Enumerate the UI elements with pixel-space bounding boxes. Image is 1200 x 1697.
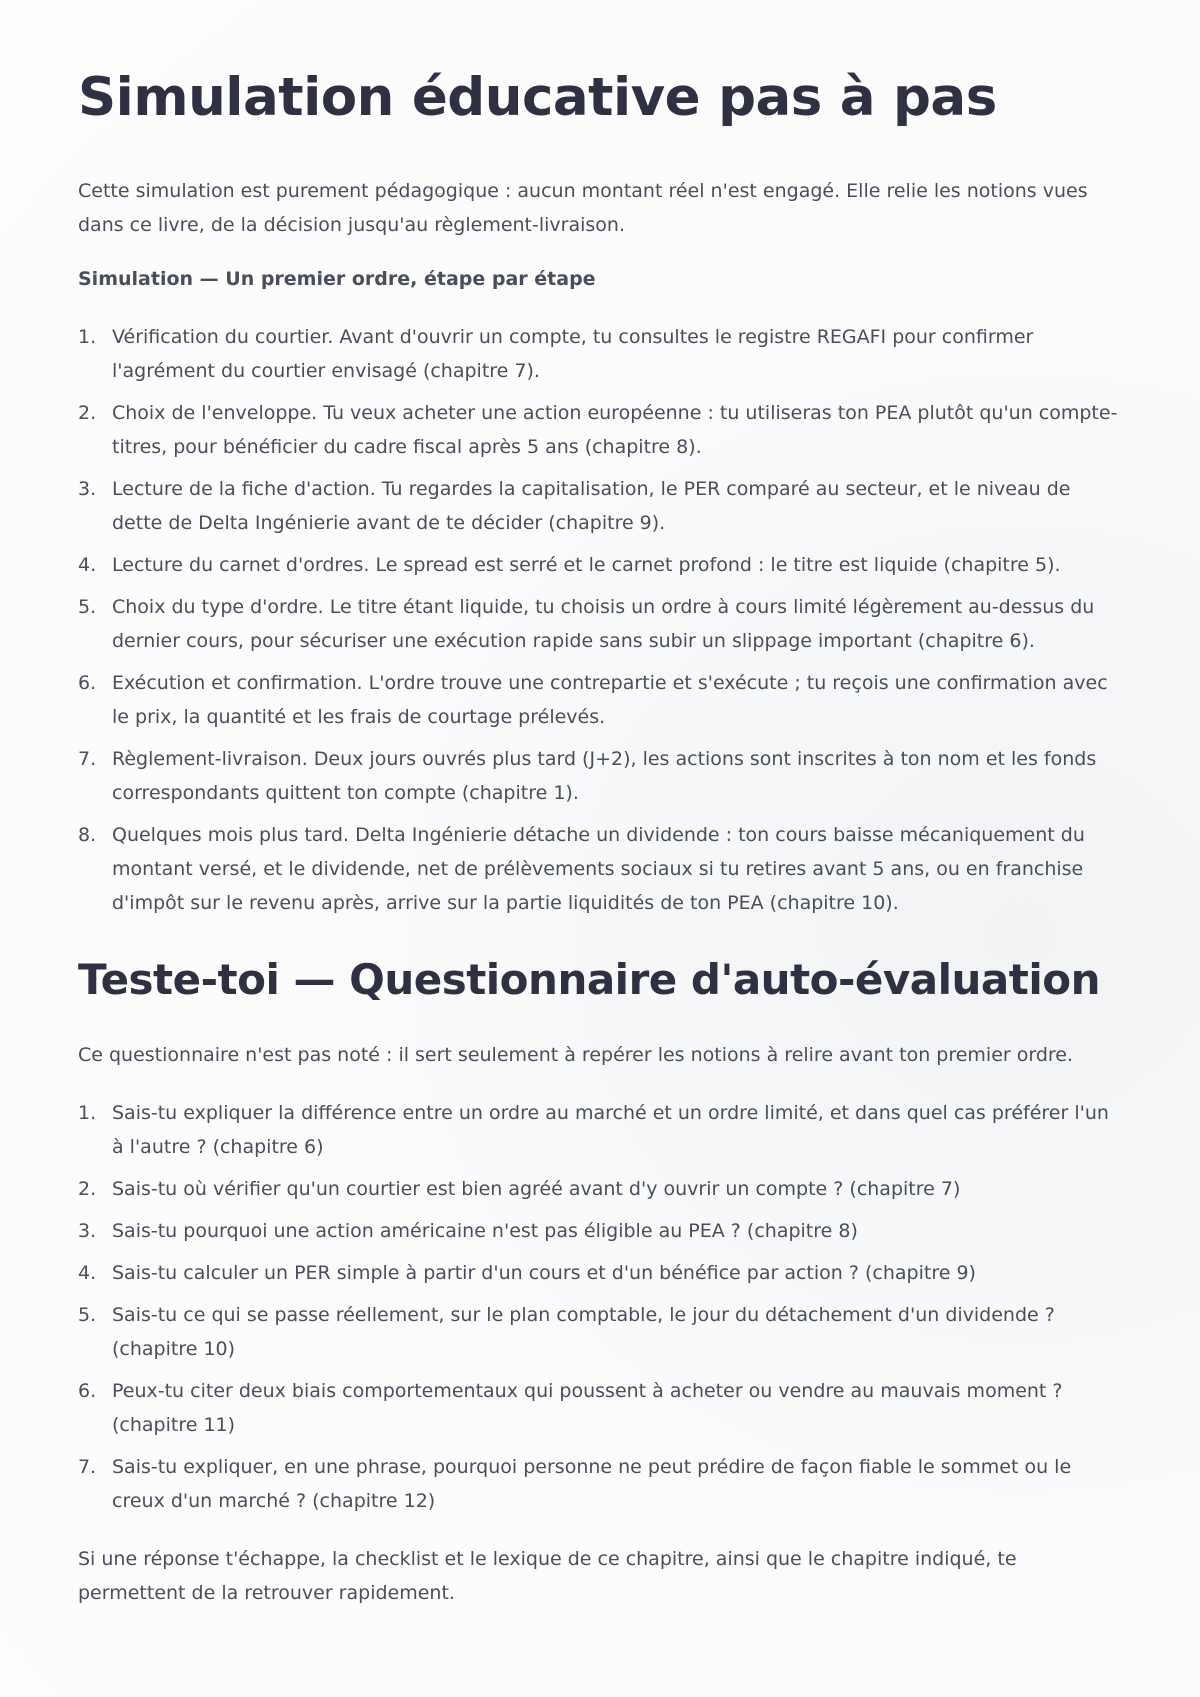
list-item-number: 3.	[78, 478, 97, 500]
list-item-text: Sais-tu expliquer la différence entre un ordre au marché et un ordre limité, et dans quel cas préférer l'un à l'autre ? (chapitre 6)	[112, 1102, 1109, 1158]
list-item-text: Choix de l'enveloppe. Tu veux acheter une action européenne : tu utiliseras ton PEA plutôt qu'un compte-titres, pour bénéficier du cadre fiscal après 5 ans (chapitre 8).	[112, 402, 1118, 458]
list-item	[78, 1450, 1122, 1518]
list-item-number: 7.	[78, 748, 97, 770]
list-item-number: 3.	[78, 1220, 97, 1242]
list-item	[78, 590, 1122, 658]
closing-paragraph: Si une réponse t'échappe, la checklist et le lexique de ce chapitre, ainsi que le chapitre indiqué, te permettent de la retrouver rapidement.	[78, 1548, 1017, 1604]
list-item-number: 1.	[78, 326, 97, 348]
list-item-number: 2.	[78, 1178, 97, 1200]
list-item	[78, 1256, 1122, 1290]
list-item	[78, 396, 1122, 464]
list-item	[78, 742, 1122, 810]
list-item-text: Exécution et confirmation. L'ordre trouve une contrepartie et s'exécute ; tu reçois une confirmation avec le prix, la quantité et les frais de courtage prélevés.	[112, 672, 1108, 728]
list-item-text: Lecture du carnet d'ordres. Le spread est serré et le carnet profond : le titre est liquide (chapitre 5).	[112, 554, 1061, 576]
list-item	[78, 1172, 1122, 1206]
list-item	[78, 1096, 1122, 1164]
intro-paragraph: Cette simulation est purement pédagogique : aucun montant réel n'est engagé. Elle relie les notions vues dans ce livre, de la décision jusqu'au règlement-livraison.	[78, 180, 1088, 236]
list-item-text: Sais-tu pourquoi une action américaine n'est pas éligible au PEA ? (chapitre 8)	[112, 1220, 858, 1242]
list-item	[78, 666, 1122, 734]
quiz-intro-paragraph: Ce questionnaire n'est pas noté : il sert seulement à repérer les notions à relire avant ton premier ordre.	[78, 1044, 1074, 1066]
list-item	[78, 472, 1122, 540]
list-item-text: Choix du type d'ordre. Le titre étant liquide, tu choisis un ordre à cours limité légèrement au-dessus du dernier cours, pour sécuriser une exécution rapide sans subir un slippage important (chapitre 6).	[112, 596, 1095, 652]
list-item-number: 7.	[78, 1456, 97, 1478]
list-item-text: Sais-tu ce qui se passe réellement, sur le plan comptable, le jour du détachement d'un dividende ? (chapitre 10)	[112, 1304, 1055, 1360]
list-item-number: 6.	[78, 672, 97, 694]
list-item-text: Lecture de la fiche d'action. Tu regardes la capitalisation, le PER comparé au secteur, et le niveau de dette de Delta Ingénierie avant de te décider (chapitre 9).	[112, 478, 1071, 534]
list-item-number: 2.	[78, 402, 97, 424]
list-item	[78, 1214, 1122, 1248]
list-item-text: Vérification du courtier. Avant d'ouvrir un compte, tu consultes le registre REGAFI pour confirmer l'agrément du courtier envisagé (chapitre 7).	[112, 326, 1034, 382]
list-item-text: Peux-tu citer deux biais comportementaux qui poussent à acheter ou vendre au mauvais moment ? (chapitre 11)	[112, 1380, 1063, 1436]
list-item-text: Quelques mois plus tard. Delta Ingénierie détache un dividende : ton cours baisse mécaniquement du montant versé, et le dividende, net de prélèvements sociaux si tu retires avant 5 ans, ou en franchise d'impôt sur le revenu après, arrive sur la partie liquidités de ton PEA (chapitre 10).	[112, 824, 1085, 914]
list-item-text: Sais-tu expliquer, en une phrase, pourquoi personne ne peut prédire de façon fiable le sommet ou le creux d'un marché ? (chapitre 12)	[112, 1456, 1072, 1512]
list-item-text: Sais-tu où vérifier qu'un courtier est bien agréé avant d'y ouvrir un compte ? (chapitre 7)	[112, 1178, 961, 1200]
list-item-text: Sais-tu calculer un PER simple à partir d'un cours et d'un bénéfice par action ? (chapitre 9)	[112, 1262, 976, 1284]
list-item	[78, 1298, 1122, 1366]
questions-list	[78, 1096, 1122, 1518]
list-item	[78, 320, 1122, 388]
list-item-number: 6.	[78, 1380, 97, 1402]
list-item-number: 5.	[78, 1304, 97, 1326]
list-item-number: 5.	[78, 596, 97, 618]
simulation-title: Simulation — Un premier ordre, étape par étape	[78, 268, 596, 290]
list-item-number: 4.	[78, 1262, 97, 1284]
list-item	[78, 1374, 1122, 1442]
list-item	[78, 548, 1122, 582]
list-item-number: 8.	[78, 824, 97, 846]
list-item-text: Règlement-livraison. Deux jours ouvrés plus tard (J+2), les actions sont inscrites à ton nom et les fonds correspondants quittent ton compte (chapitre 1).	[112, 748, 1097, 804]
page-title: Simulation éducative pas à pas	[78, 67, 997, 128]
list-item-number: 4.	[78, 554, 97, 576]
steps-list	[78, 320, 1122, 920]
list-item-number: 1.	[78, 1102, 97, 1124]
quiz-title: Teste-toi — Questionnaire d'auto-évaluation	[78, 955, 1100, 1004]
list-item	[78, 818, 1122, 920]
